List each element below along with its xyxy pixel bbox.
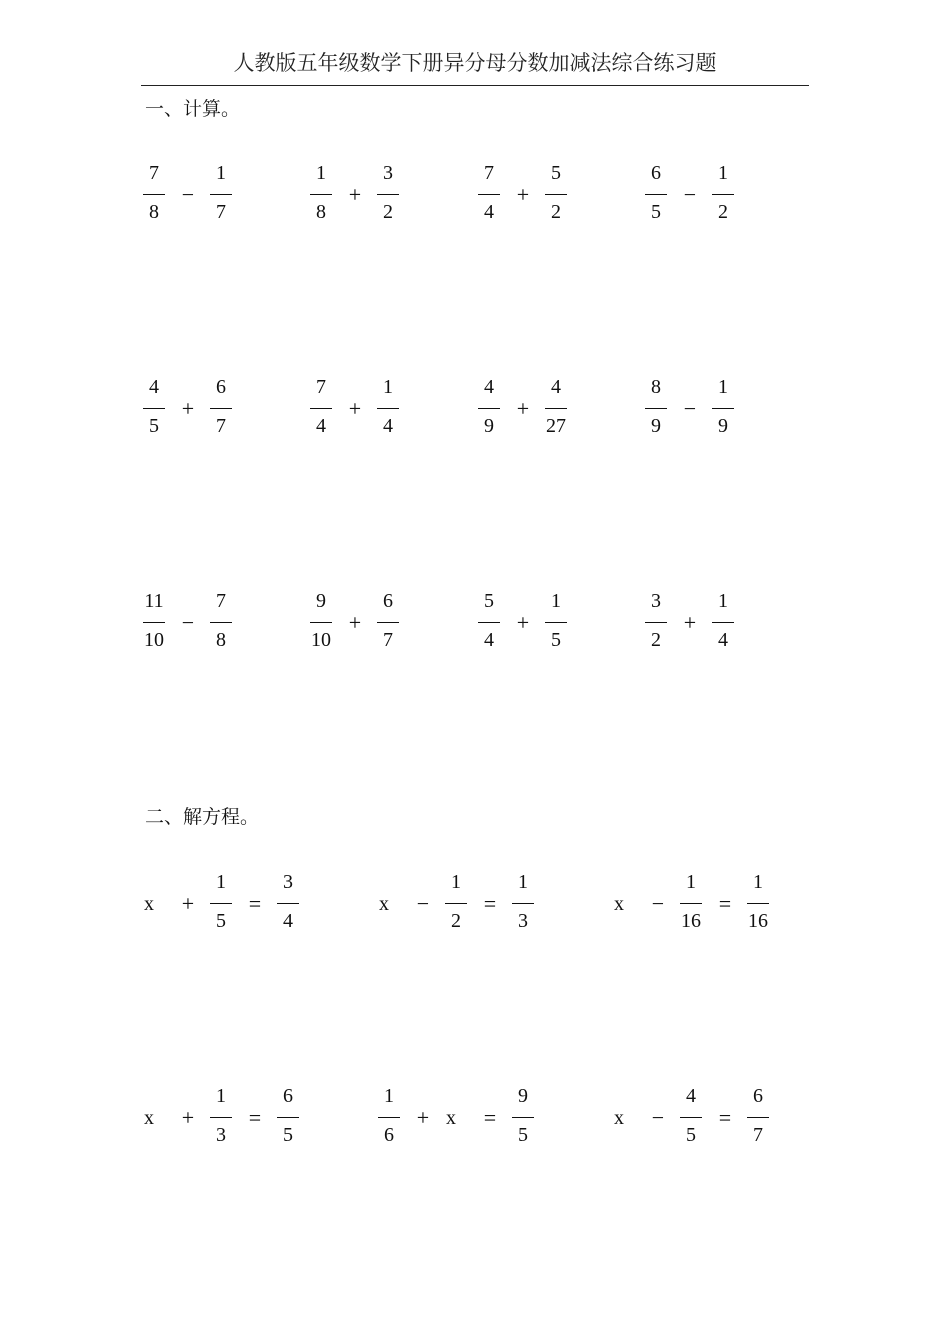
fraction-b xyxy=(544,162,574,226)
denominator: 5 xyxy=(686,1124,696,1146)
fraction-b xyxy=(209,162,239,226)
fraction-b xyxy=(711,162,741,226)
numerator: 1 xyxy=(216,1085,226,1107)
denominator: 8 xyxy=(316,201,326,223)
denominator: 2 xyxy=(718,201,728,223)
fraction-b xyxy=(711,590,741,654)
denominator: 5 xyxy=(283,1124,293,1146)
numerator: 3 xyxy=(383,162,393,184)
numerator: 9 xyxy=(518,1085,528,1107)
fraction-bar xyxy=(378,1117,400,1118)
variable-x: x xyxy=(144,1107,154,1129)
denominator: 7 xyxy=(216,415,226,437)
equals-sign: = xyxy=(718,891,732,916)
fraction-bar xyxy=(712,194,734,195)
fraction-bar xyxy=(645,194,667,195)
operator: − xyxy=(181,182,195,207)
fraction-b xyxy=(209,590,239,654)
numerator: 1 xyxy=(753,871,763,893)
fraction-a xyxy=(309,376,339,440)
numerator: 8 xyxy=(651,376,661,398)
denominator: 8 xyxy=(216,629,226,651)
fraction-bar xyxy=(478,194,500,195)
numerator: 7 xyxy=(316,376,326,398)
denominator: 4 xyxy=(383,415,393,437)
denominator: 10 xyxy=(144,629,164,651)
variable-x: x xyxy=(379,893,389,915)
fraction-bar xyxy=(310,622,332,623)
fraction-bar xyxy=(143,194,165,195)
operator: − xyxy=(416,891,430,916)
fraction-term xyxy=(679,1085,709,1149)
fraction-b xyxy=(376,376,406,440)
numerator: 1 xyxy=(686,871,696,893)
fraction-term xyxy=(209,871,239,935)
section-1-heading: 一、计算。 xyxy=(145,98,241,120)
operator: + xyxy=(181,1105,195,1130)
operator: + xyxy=(181,396,195,421)
numerator: 1 xyxy=(718,162,728,184)
denominator: 7 xyxy=(216,201,226,223)
fraction-b xyxy=(544,376,574,440)
numerator: 6 xyxy=(753,1085,763,1107)
fraction-a xyxy=(477,376,507,440)
denominator: 4 xyxy=(283,910,293,932)
numerator: 1 xyxy=(216,162,226,184)
fraction-a xyxy=(477,162,507,226)
numerator: 1 xyxy=(551,590,561,612)
fraction-bar xyxy=(377,408,399,409)
fraction-rhs xyxy=(511,871,541,935)
numerator: 4 xyxy=(551,376,561,398)
denominator: 3 xyxy=(216,1124,226,1146)
fraction-a xyxy=(644,590,674,654)
denominator: 8 xyxy=(149,201,159,223)
numerator: 6 xyxy=(383,590,393,612)
operator: + xyxy=(516,182,530,207)
variable-x: x xyxy=(614,1107,624,1129)
fraction-bar xyxy=(680,1117,702,1118)
fraction-bar xyxy=(210,194,232,195)
denominator: 4 xyxy=(484,201,494,223)
fraction-bar xyxy=(310,408,332,409)
operator: − xyxy=(683,396,697,421)
denominator: 9 xyxy=(484,415,494,437)
fraction-bar xyxy=(747,903,769,904)
fraction-bar xyxy=(478,622,500,623)
equals-sign: = xyxy=(483,891,497,916)
equals-sign: = xyxy=(248,891,262,916)
fraction-bar xyxy=(545,408,567,409)
operator: + xyxy=(416,1105,430,1130)
equals-sign: = xyxy=(718,1105,732,1130)
operator: + xyxy=(683,610,697,635)
fraction-bar xyxy=(143,622,165,623)
numerator: 6 xyxy=(216,376,226,398)
fraction-b xyxy=(376,590,406,654)
numerator: 1 xyxy=(384,1085,394,1107)
fraction-bar xyxy=(545,194,567,195)
numerator: 5 xyxy=(484,590,494,612)
numerator: 1 xyxy=(518,871,528,893)
denominator: 5 xyxy=(651,201,661,223)
fraction-bar xyxy=(377,194,399,195)
denominator: 4 xyxy=(718,629,728,651)
section-2-heading: 二、解方程。 xyxy=(145,806,260,828)
numerator: 4 xyxy=(149,376,159,398)
denominator: 7 xyxy=(753,1124,763,1146)
numerator: 4 xyxy=(686,1085,696,1107)
denominator: 5 xyxy=(551,629,561,651)
page-title: 人教版五年级数学下册异分母分数加减法综合练习题 xyxy=(233,51,717,75)
fraction-a xyxy=(142,162,172,226)
operator: − xyxy=(683,182,697,207)
title-rule xyxy=(141,85,809,86)
fraction-rhs xyxy=(276,871,306,935)
fraction-b xyxy=(544,590,574,654)
fraction-bar xyxy=(747,1117,769,1118)
numerator: 3 xyxy=(283,871,293,893)
equals-sign: = xyxy=(483,1105,497,1130)
fraction-term xyxy=(679,871,709,935)
fraction-bar xyxy=(210,1117,232,1118)
fraction-bar xyxy=(310,194,332,195)
denominator: 4 xyxy=(316,415,326,437)
fraction-a xyxy=(644,376,674,440)
fraction-bar xyxy=(210,622,232,623)
fraction-b xyxy=(209,376,239,440)
equals-sign: = xyxy=(248,1105,262,1130)
fraction-rhs xyxy=(276,1085,306,1149)
fraction-a xyxy=(309,162,339,226)
fraction-bar xyxy=(210,408,232,409)
fraction-a xyxy=(142,590,172,654)
denominator: 7 xyxy=(383,629,393,651)
fraction-bar xyxy=(512,1117,534,1118)
operator: + xyxy=(348,610,362,635)
fraction-bar xyxy=(277,1117,299,1118)
numerator: 1 xyxy=(216,871,226,893)
denominator: 6 xyxy=(384,1124,394,1146)
numerator: 1 xyxy=(718,376,728,398)
numerator: 1 xyxy=(383,376,393,398)
numerator: 1 xyxy=(316,162,326,184)
numerator: 3 xyxy=(651,590,661,612)
denominator: 10 xyxy=(311,629,331,651)
fraction-term xyxy=(209,1085,239,1149)
fraction-term xyxy=(377,1085,407,1149)
denominator: 2 xyxy=(383,201,393,223)
numerator: 4 xyxy=(484,376,494,398)
fraction-b xyxy=(711,376,741,440)
denominator: 5 xyxy=(149,415,159,437)
numerator: 7 xyxy=(149,162,159,184)
fraction-bar xyxy=(712,408,734,409)
numerator: 5 xyxy=(551,162,561,184)
denominator: 5 xyxy=(216,910,226,932)
fraction-a xyxy=(309,590,339,654)
denominator: 2 xyxy=(551,201,561,223)
fraction-bar xyxy=(512,903,534,904)
fraction-a xyxy=(142,376,172,440)
fraction-rhs xyxy=(746,1085,776,1149)
fraction-rhs xyxy=(511,1085,541,1149)
fraction-bar xyxy=(143,408,165,409)
operator: + xyxy=(348,396,362,421)
fraction-bar xyxy=(545,622,567,623)
operator: − xyxy=(651,1105,665,1130)
fraction-bar xyxy=(377,622,399,623)
variable-x: x xyxy=(446,1107,456,1129)
denominator: 5 xyxy=(518,1124,528,1146)
numerator: 7 xyxy=(484,162,494,184)
numerator: 9 xyxy=(316,590,326,612)
denominator: 16 xyxy=(681,910,701,932)
variable-x: x xyxy=(144,893,154,915)
fraction-bar xyxy=(645,408,667,409)
fraction-bar xyxy=(680,903,702,904)
fraction-bar xyxy=(445,903,467,904)
numerator: 1 xyxy=(451,871,461,893)
fraction-a xyxy=(644,162,674,226)
variable-x: x xyxy=(614,893,624,915)
fraction-rhs xyxy=(746,871,776,935)
fraction-bar xyxy=(645,622,667,623)
numerator: 6 xyxy=(283,1085,293,1107)
denominator: 2 xyxy=(451,910,461,932)
operator: − xyxy=(651,891,665,916)
numerator: 6 xyxy=(651,162,661,184)
fraction-bar xyxy=(712,622,734,623)
denominator: 9 xyxy=(718,415,728,437)
operator: + xyxy=(348,182,362,207)
denominator: 27 xyxy=(546,415,566,437)
fraction-bar xyxy=(210,903,232,904)
denominator: 16 xyxy=(748,910,768,932)
numerator: 11 xyxy=(144,590,164,612)
numerator: 1 xyxy=(718,590,728,612)
fraction-bar xyxy=(478,408,500,409)
denominator: 4 xyxy=(484,629,494,651)
fraction-term xyxy=(444,871,474,935)
denominator: 3 xyxy=(518,910,528,932)
numerator: 7 xyxy=(216,590,226,612)
fraction-a xyxy=(477,590,507,654)
denominator: 9 xyxy=(651,415,661,437)
operator: + xyxy=(181,891,195,916)
fraction-b xyxy=(376,162,406,226)
denominator: 2 xyxy=(651,629,661,651)
fraction-bar xyxy=(277,903,299,904)
operator: − xyxy=(181,610,195,635)
operator: + xyxy=(516,396,530,421)
operator: + xyxy=(516,610,530,635)
